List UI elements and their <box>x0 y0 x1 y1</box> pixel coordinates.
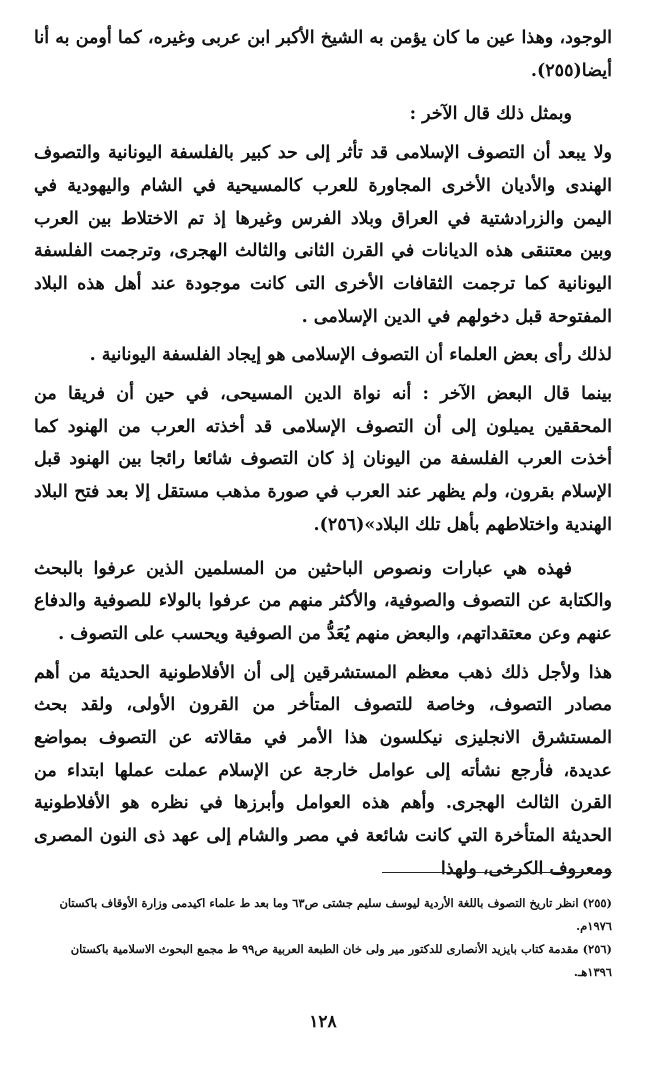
footnote-divider <box>382 872 612 873</box>
page-number: ١٢٨ <box>309 1012 337 1032</box>
footnote-255: (٢٥٥) انظر تاريخ التصوف باللغة الأردية ليوسف سليم جشتى ص٦٣ وما بعد ط علماء اكيدمى وزارة الأوقاف باكستان ١٩٧٦م. <box>59 896 612 933</box>
paragraph-quote: ولا يبعد أن التصوف الإسلامى قد تأثر إلى حد كبير بالفلسفة اليونانية والتصوف الهندى والأديان الأخرى المجاورة للعرب كالمسيحية في الشام واليهودية في اليمن والزرادشتية في العراق وبلاد الفرس وغيرها إذ تم الاختلاط بين العرب وبين معتنقى هذه الديانات في القرن الثانى والثالث الهجرى، وترجمت الفلسفة اليونانية كما ترجمت الثقافات الأخرى التى كانت موجودة عند أهل هذه البلاد المفتوحة قبل دخولهم في الدين الإسلامى . <box>34 143 612 327</box>
footnote-256: (٢٥٦) مقدمة كتاب بايزيد الأنصارى للدكتور مير ولى خان الطبعة العربية ص٩٩ ط مجمع البحوث الاسلامية باكستان ١٣٩٦هـ. <box>70 942 612 979</box>
paragraph-greek-philosophy: لذلك رأى بعض العلماء أن التصوف الإسلامى هو إيجاد الفلسفة اليونانية . <box>89 345 612 366</box>
paragraph-researchers: فهذه هي عبارات ونصوص الباحثين من المسلمين الذين عرفوا بالبحث والكتابة عن التصوف والصوفية، والأكثر منهم من عرفوا بالولاء للصوفية والدفاع عنهم وعن معتقداتهم، والبعض منهم يُعَدُّ من الصوفية ويحسب على التصوف . <box>34 558 612 644</box>
paragraph-quote-intro: وبمثل ذلك قال الآخر : <box>409 104 572 125</box>
footnotes <box>34 892 612 984</box>
paragraph-other-views: بينما قال البعض الآخر : أنه نواة الدين المسيحى، في حين أن فريقا من المحققين يميلون إلى أن التصوف الإسلامى قد أخذته العرب من الهنود كما أخذت العرب الفلسفة من اليونان إذ كان التصوف شائعا رائجا بين الهنود قبل الإسلام بقرون، ولم يظهر عند العرب في صورة مذهب مستقل إلا بعد فتح البلاد الهندية واختلاطهم بأهل تلك البلاد»(٢٥٦). <box>34 384 612 535</box>
paragraph-continuation: الوجود، وهذا عين ما كان يؤمن به الشيخ الأكبر ابن عربى وغيره، كما أومن به أنا أيضا(٢٥٥). <box>34 28 612 81</box>
paragraph-orientalists: هذا ولأجل ذلك ذهب معظم المستشرقين إلى أن الأفلاطونية الحديثة من أهم مصادر التصوف، وخاصة للتصوف المتأخر من القرون الأولى، ولقد بحث المستشرق الانجليزى نيكلسون هذا الأمر في مقالاته عن التصوف بمواضع عديدة، فأرجع نشأته إلى عوامل خارجة عن الإسلام عملت عملها ابتداء من القرن الثالث الهجرى. وأهم هذه العوامل وأبرزها في نظره هو الأفلاطونية الحديثة المتأخرة التي كانت شائعة في مصر والشام إلى عهد ذى النون المصرى ومعروف الكرخى، ولهذا <box>34 662 612 879</box>
